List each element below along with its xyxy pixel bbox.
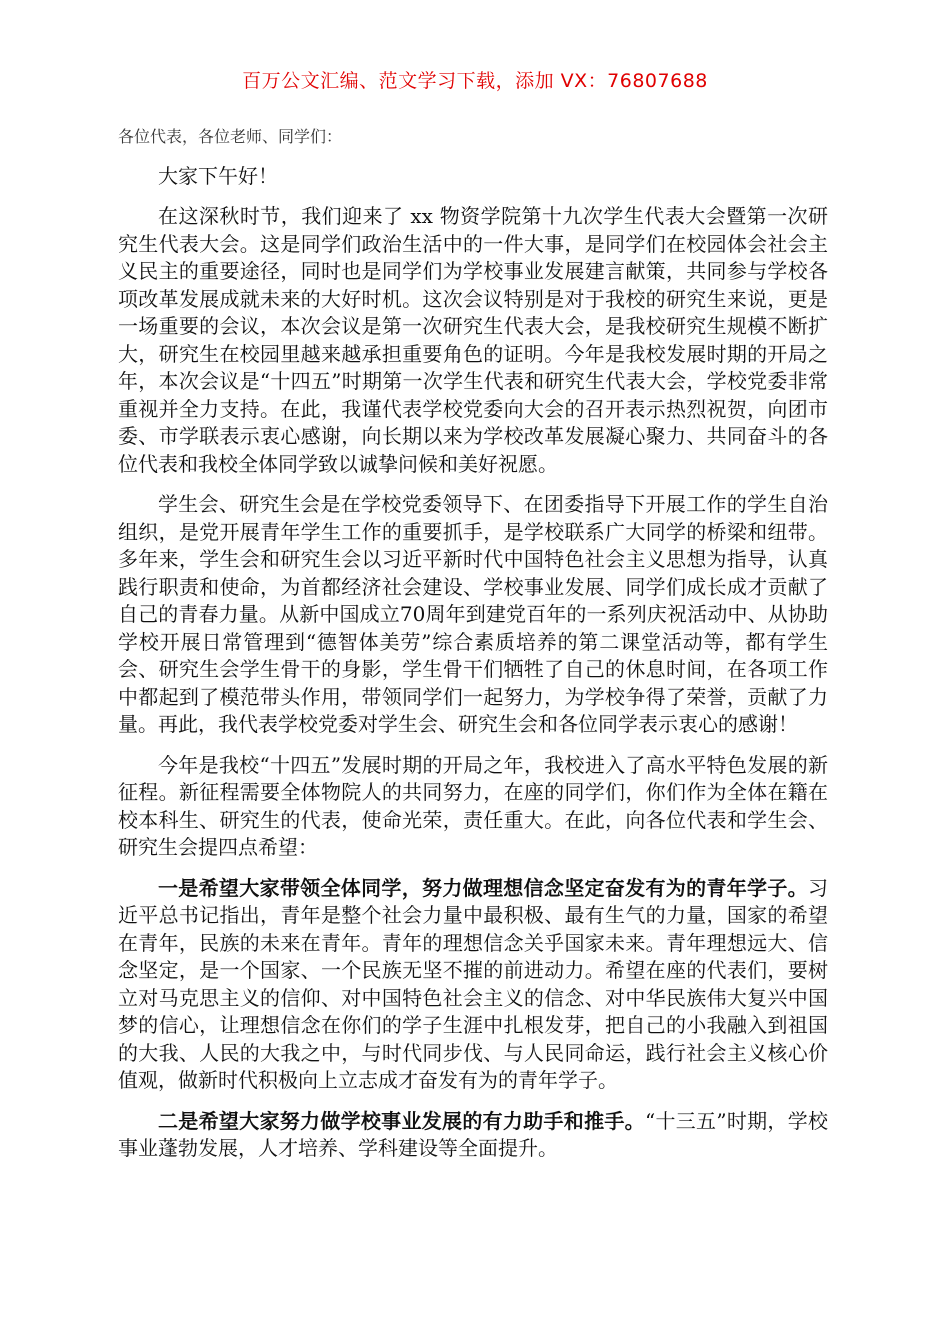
paragraph-4: 一是希望大家带领全体同学，努力做理想信念坚定奋发有为的青年学子。习近平总书记指出，青年是整个社会力量中最积极、最有生气的力量，国家的希望在青年，民族的未来在青年。青年的理想信念关乎国家未来。青年理想远大、信念坚定，是一个国家、一个民族无坚不摧的前进动力。希望在座的代表们，要树立对马克思主义的信仰、对中国特色社会主义的信念、对中华民族伟大复兴中国梦的信心，让理想信念在你们的学子生涯中扎根发芽，把自己的小我融入到祖国的大我、人民的大我之中，与时代同步伐、与人民同命运，践行社会主义核心价值观，做新时代积极向上立志成才奋发有为的青年学子。 (118, 875, 828, 1092)
salutation: 各位代表，各位老师、同学们： (118, 127, 343, 146)
paragraph-3: 今年是我校“十四五”发展时期的开局之年，我校进入了高水平特色发展的新征程。新征程需要全体物院人的共同努力，在座的同学们，你们作为全体在籍在校本科生、研究生的代表，使命光荣，责任重大。在此，向各位代表和学生会、研究生会提四点希望： (118, 752, 828, 859)
paragraph-2: 学生会、研究生会是在学校党委领导下、在团委指导下开展工作的学生自治组织，是党开展青年学生工作的重要抓手，是学校联系广大同学的桥梁和纽带。多年来，学生会和研究生会以习近平新时代中国特色社会主义思想为指导，认真践行职责和使命，为首都经济社会建设、学校事业发展、同学们成长成才贡献了自己的青春力量。从新中国成立70周年到建党百年的一系列庆祝活动中、从协助学校开展日常管理到“德智体美劳”综合素质培养的第二课堂活动等，都有学生会、研究生会学生骨干的身影，学生骨干们牺牲了自己的休息时间，在各项工作中都起到了模范带头作用，带领同学们一起努力，为学校争得了荣誉，贡献了力量。再此，我代表学校党委对学生会、研究生会和各位同学表示衷心的感谢！ (118, 492, 828, 736)
paragraph-4-heading: 一是希望大家带领全体同学，努力做理想信念坚定奋发有为的青年学子。 (158, 875, 808, 900)
paragraph-5-heading: 二是希望大家努力做学校事业发展的有力助手和推手。 (158, 1108, 645, 1133)
paragraph-1: 在这深秋时节，我们迎来了 xx 物资学院第十九次学生代表大会暨第一次研究生代表大会。这是同学们政治生活中的一件大事，是同学们在校园体会社会主义民主的重要途径，同时也是同学们为学校事业发展建言献策，共同参与学校各项改革发展成就未来的大好时机。这次会议特别是对于我校的研究生来说，更是一场重要的会议，本次会议是第一次研究生代表大会，是我校研究生规模不断扩大，研究生在校园里越来越承担重要角色的证明。今年是我校发展时期的开局之年，本次会议是“十四五”时期第一次学生代表和研究生代表大会，学校党委非常重视并全力支持。在此，我谨代表学校党委向大会的召开表示热烈祝贺，向团市委、市学联表示衷心感谢，向长期以来为学校改革发展凝心聚力、共同奋斗的各位代表和我校全体同学致以诚挚问候和美好祝愿。 (118, 204, 828, 476)
greeting: 大家下午好！ (158, 164, 278, 188)
paragraph-5: 二是希望大家努力做学校事业发展的有力助手和推手。“十三五”时期，学校事业蓬勃发展，人才培养、学科建设等全面提升。 (118, 1108, 829, 1160)
speech-body (118, 124, 828, 1176)
watermark-header: 百万公文汇编、范文学习下载，添加 VX：76807688 (242, 70, 708, 92)
